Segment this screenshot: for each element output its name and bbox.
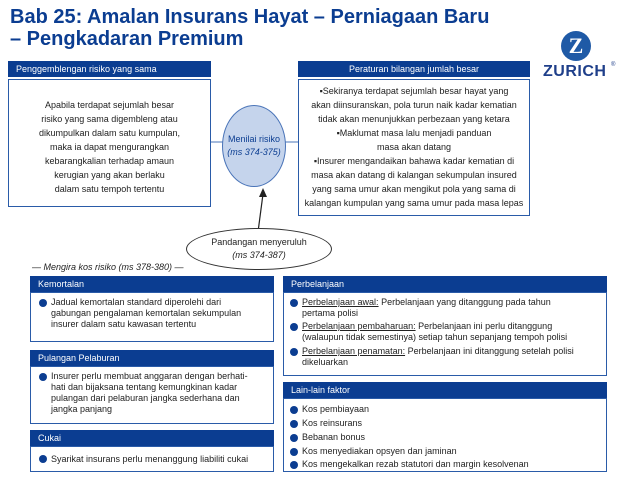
left-box-line: dalam satu tempoh tertentu (54, 184, 165, 194)
bullet-icon (290, 434, 298, 442)
text-line: insurer dalam satu kawasan tertentu (51, 319, 197, 329)
text-line: jangka panjang (51, 404, 113, 414)
factor-item: Kos pembiayaan (302, 404, 370, 414)
left-box-line: maka ia dapat mengurangkan (49, 142, 170, 152)
section-box-pulangan (30, 366, 274, 424)
section-text (51, 297, 271, 330)
right-box-line: ▪Insurer mengandaikan bahawa kadar kematian di (313, 156, 515, 166)
text-line: gabungan pengalaman kemortalan sekumpulan (51, 308, 242, 318)
right-box-line: yang sama umur akan mengikut pola yang sama di (312, 184, 516, 194)
expense-desc: Perbelanjaan ini perlu ditanggung (415, 321, 553, 331)
section-header-kemortalan (30, 276, 274, 292)
overview-title: Pandangan menyeruluh (211, 237, 307, 247)
expense-desc-cont: (walaupun tidak semestinya) setiap tahun sepanjang tempoh polisi (302, 332, 568, 342)
section-box-cukai (30, 446, 274, 472)
expense-desc: Perbelanjaan ini ditanggung setelah polisi (405, 346, 574, 356)
factor-item: Kos reinsurans (302, 418, 363, 428)
right-box-line: masa akan datang di kalangan sekumpulan insured (311, 170, 517, 180)
arrow-head-icon (259, 188, 267, 197)
assess-risk-pages: (ms 374-375) (227, 147, 281, 157)
left-box-line: dikumpulkan dalam satu kumpulan, (38, 128, 181, 138)
bullet-icon (290, 448, 298, 456)
section-header-label: Lain-lain faktor (291, 385, 351, 395)
text-line: Insurer perlu membuat anggaran dengan berhati- (51, 371, 248, 381)
cost-label: — Mengira kos risiko (ms 378-380) — (32, 262, 184, 272)
overview-label (186, 236, 332, 262)
title-line-1: Bab 25: Amalan Insurans Hayat – Perniagaan Baru (10, 6, 490, 28)
bullet-icon (290, 406, 298, 414)
section-text (51, 371, 271, 415)
right-text-box (298, 79, 530, 216)
expense-term: Perbelanjaan pembaharuan: (302, 321, 416, 331)
text-line: hati dan bijaksana tentang kemungkinan kadar (51, 382, 238, 392)
expense-desc: Perbelanjaan yang ditanggung pada tahun (378, 297, 551, 307)
left-box-line: Apabila terdapat sejumlah besar (44, 100, 175, 110)
section-header-label: Cukai (38, 433, 62, 443)
bullet-icon (290, 420, 298, 428)
text-line: pulangan dari pelaburan jangka sederhana dan (51, 393, 240, 403)
assess-risk-label (212, 133, 296, 159)
right-box-line: ▪Sekiranya terdapat sejumlah besar hayat yang (319, 86, 509, 96)
right-box-line: masa akan datang (376, 142, 452, 152)
section-box-kemortalan (30, 292, 274, 342)
text-line: Syarikat insurans perlu menanggung liabiliti cukai (51, 454, 249, 464)
section-header-label: Pulangan Pelaburan (38, 353, 120, 363)
section-box-lain-lain (283, 398, 607, 472)
left-box-line: kebarangkalian terhadap amaun (44, 156, 175, 166)
expense-item (302, 321, 604, 343)
section-header-label: Kemortalan (38, 279, 85, 289)
left-header-bar (8, 61, 211, 77)
expense-desc-cont: dikeluarkan (302, 357, 349, 367)
section-header-lain-lain (283, 382, 607, 398)
left-box-line: kerugian yang akan berlaku (54, 170, 165, 180)
section-header-cukai (30, 430, 274, 446)
title-line-2: – Pengkadaran Premium (10, 28, 244, 50)
assess-risk-title: Menilai risiko (227, 134, 280, 144)
factor-item: Kos mengekalkan rezab statutori dan margin kesolvenan (302, 459, 529, 469)
expense-item (302, 346, 604, 368)
arrow-shaft (258, 194, 263, 232)
right-box-line: tidak akan menunjukkan perbezaan yang ketara (318, 114, 510, 124)
expense-item (302, 297, 604, 319)
page-title (10, 6, 530, 50)
text-line: Jadual kemortalan standard diperolehi dari (51, 297, 222, 307)
logo-text: ZURICH (543, 63, 607, 80)
section-header-perbelanjaan (283, 276, 607, 292)
section-header-pulangan (30, 350, 274, 366)
bullet-icon (39, 299, 47, 307)
right-header-label: Peraturan bilangan jumlah besar (348, 64, 480, 74)
right-box-line: akan diinsuranskan, pola turun naik kadar kematian (311, 100, 517, 110)
expense-desc-cont: pertama polisi (302, 308, 359, 318)
bullet-icon (290, 348, 298, 356)
left-box-line: risiko yang sama digembleng atau (41, 114, 178, 124)
section-text (51, 454, 271, 465)
right-box-line: kalangan kumpulan yang sama umur pada masa lepas (304, 198, 524, 208)
zurich-logo-icon (561, 31, 591, 61)
right-header-bar (298, 61, 530, 77)
registered-mark: ® (611, 62, 616, 68)
bullet-icon (290, 461, 298, 469)
factor-item: Kos menyediakan opsyen dan jaminan (302, 446, 457, 456)
bullet-icon (290, 323, 298, 331)
expense-term: Perbelanjaan awal: (302, 297, 379, 307)
right-box-line: ▪Maklumat masa lalu menjadi panduan (336, 128, 492, 138)
logo-mark-letter: Z (568, 33, 584, 58)
left-text-box (8, 79, 211, 207)
bullet-icon (290, 299, 298, 307)
bullet-icon (39, 455, 47, 463)
left-header-label: Penggemblengan risiko yang sama (16, 64, 157, 74)
section-header-label: Perbelanjaan (291, 279, 345, 289)
overview-pages: (ms 374-387) (232, 250, 286, 260)
bullet-icon (39, 373, 47, 381)
expense-term: Perbelanjaan penamatan: (302, 346, 406, 356)
factor-item: Bebanan bonus (302, 432, 366, 442)
section-box-perbelanjaan (283, 292, 607, 376)
